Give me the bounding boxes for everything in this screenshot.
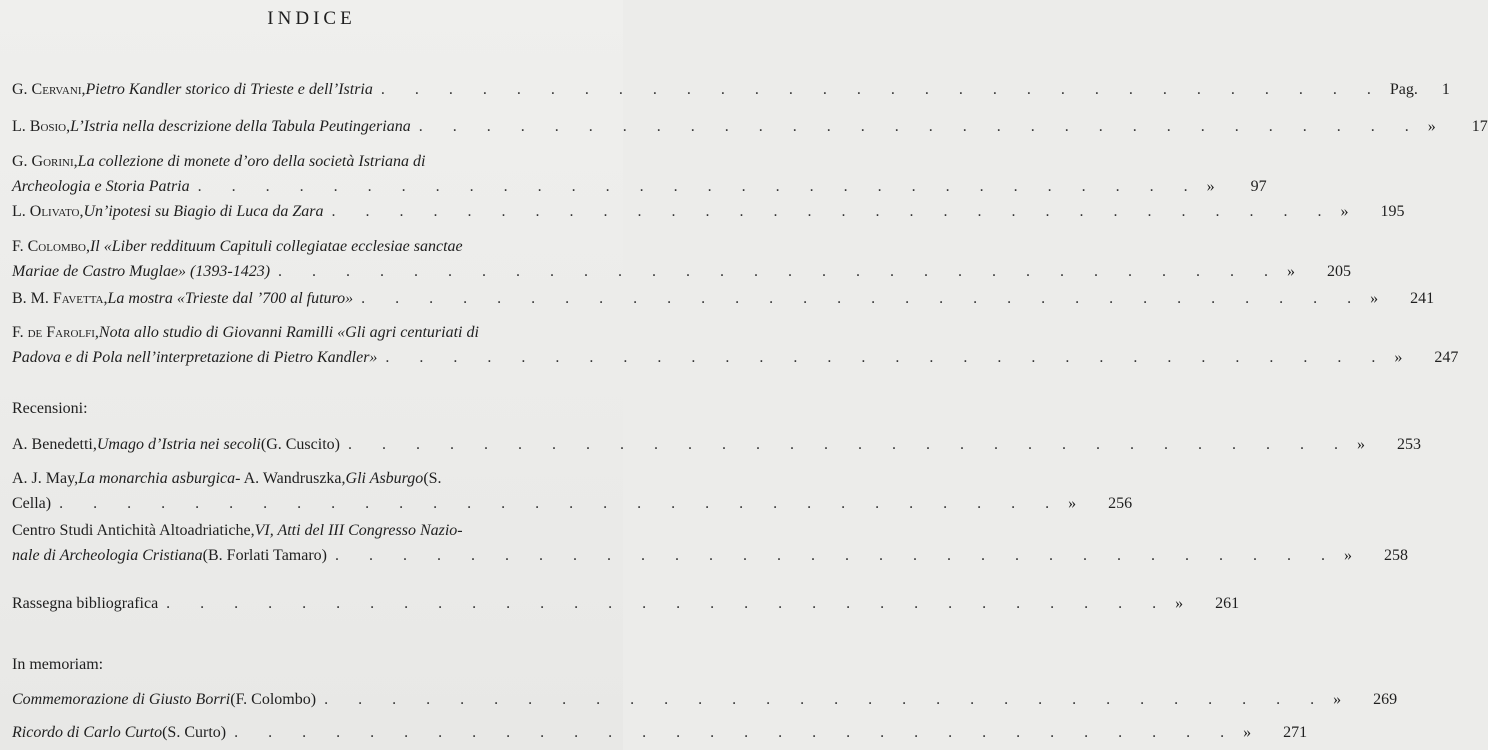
separator: , [81,81,86,98]
entry-title: L’Istria nella descrizione della Tabula Peutingeriana [70,118,411,135]
leader-dots: . . . . . . . . . . . . . . . . . . . . . . . . . . . . . . [361,290,1365,307]
memoriam-title: Commemorazione di Giusto Borri [12,691,231,708]
entry-author: L. Bosio [12,118,67,135]
entry-title: Pietro Kandler storico di Trieste e dell’Istria [85,81,373,98]
leader-dots: . . . . . . . . . . . . . . . . . . . . . . . . . . . . . . [380,81,1384,98]
entry-author: G. Cervani [12,81,82,98]
review-title: La monarchia asburgica [78,470,236,487]
leader-dots: . . . . . . . . . . . . . . . . . . . . . . . . . . . . . . [278,263,1282,280]
recensioni-heading: Recensioni: [12,400,88,417]
page-number: 269 [1373,691,1398,708]
entry-title-cont: Mariae de Castro Muglae» (1393-1423) [12,263,271,280]
page-number: 205 [1327,263,1352,280]
page-number: 1 [1441,81,1450,98]
leader-dots: . . . . . . . . . . . . . . . . . . . . . . . . . . . . . . [418,118,1422,135]
toc-entry-colombo[interactable] [12,234,1352,284]
page-number: 97 [1250,178,1267,195]
page-prefix: » [1287,263,1296,280]
separator: , [79,203,84,220]
leader-dots: . . . . . . . . . . . . . . . . . . . . . . . . . . . . . . [197,178,1201,195]
page-number: 247 [1434,349,1459,366]
separator: , [94,324,99,341]
entry-title: La collezione di monete d’oro della società Istriana di [77,153,426,170]
memoriam-author: (F. Colombo) [230,691,317,708]
review-entry-benedetti[interactable] [12,432,1421,457]
page-number: 253 [1396,436,1421,453]
index-title: INDICE [267,8,356,29]
entry-title-cont: Padova e di Pola nell’interpretazione di Pietro Kandler» [12,349,378,366]
entry-title-cont: Archeologia e Storia Patria [12,178,190,195]
page-number: 261 [1215,595,1240,612]
review-entry-may[interactable] [12,466,1133,516]
separator: , [73,153,78,170]
rassegna-label: Rassegna bibliografica [12,595,159,612]
memoriam-entry-borri[interactable] [12,687,1398,712]
page-prefix: » [1340,203,1349,220]
leader-dots: . . . . . . . . . . . . . . . . . . . . . . . . . . . . . . [331,203,1335,220]
page-prefix: Pag. [1389,81,1418,98]
page-prefix: » [1344,547,1353,564]
leader-dots: . . . . . . . . . . . . . . . . . . . . . . . . . . . . . . [166,595,1170,612]
page-prefix: » [1333,691,1342,708]
leader-dots: . . . . . . . . . . . . . . . . . . . . . . . . . . . . . . [324,691,1328,708]
page-number: 195 [1380,203,1405,220]
separator: , [66,118,71,135]
separator: , [85,238,90,255]
review-title-cont: nale di Archeologia Cristiana [12,547,203,564]
leader-dots: . . . . . . . . . . . . . . . . . . . . . . . . . . . . . . [59,495,1063,512]
entry-title: Un’ipotesi su Biagio di Luca da Zara [83,203,324,220]
page-prefix: » [1356,436,1365,453]
review-author: A. J. May, [12,470,79,487]
leader-dots: . . . . . . . . . . . . . . . . . . . . . . . . . . . . . . [335,547,1339,564]
entry-author: B. M. Favetta [12,290,104,307]
leader-dots: . . . . . . . . . . . . . . . . . . . . . . . . . . . . . . [347,436,1351,453]
page-number: 17 [1471,118,1488,135]
toc-entry-bosio[interactable] [12,114,1488,139]
toc-entry-cervani[interactable] [12,77,1450,102]
memoriam-title: Ricordo di Carlo Curto [12,724,163,741]
reviewer-cont: Cella) [12,495,52,512]
reviewer: (B. Forlati Tamaro) [202,547,328,564]
review-title-2: Gli Asburgo [345,470,424,487]
page-number: 271 [1283,724,1308,741]
entry-author: G. Gorini [12,153,74,170]
review-author-2: - A. Wandruszka, [235,470,346,487]
review-title: Umago d’Istria nei secoli [96,436,261,453]
reviewer: (S. [423,470,442,487]
entry-author: F. de Farolfi [12,324,95,341]
page-prefix: » [1243,724,1252,741]
page-number: 241 [1410,290,1435,307]
entry-author: L. Olivato [12,203,80,220]
leader-dots: . . . . . . . . . . . . . . . . . . . . . . . . . . . . . . [385,349,1389,366]
page-prefix: » [1394,349,1403,366]
review-title: VI, Atti del III Congresso Nazio- [254,522,463,539]
reviewer: (G. Cuscito) [260,436,340,453]
toc-entry-gorini[interactable] [12,149,1267,199]
page-number: 256 [1108,495,1133,512]
page-number: 258 [1384,547,1409,564]
toc-entry-favetta[interactable] [12,286,1435,311]
memoriam-entry-curto[interactable] [12,720,1308,745]
toc-entry-de-farolfi[interactable] [12,320,1459,370]
page-prefix: » [1068,495,1077,512]
leader-dots: . . . . . . . . . . . . . . . . . . . . . . . . . . . . . . [234,724,1238,741]
review-author: Centro Studi Antichità Altoadriatiche, [12,522,255,539]
page-prefix: » [1175,595,1184,612]
rassegna-entry[interactable] [12,591,1240,616]
page-prefix: » [1206,178,1215,195]
toc-entry-olivato[interactable] [12,199,1405,224]
memoriam-author: (S. Curto) [162,724,227,741]
page-prefix: » [1427,118,1436,135]
memoriam-heading: In memoriam: [12,656,104,673]
separator: , [103,290,108,307]
review-author: A. Benedetti, [12,436,97,453]
entry-title: Il «Liber reddituum Capituli collegiatae ecclesiae sanctae [89,238,463,255]
entry-author: F. Colombo [12,238,86,255]
entry-title: Nota allo studio di Giovanni Ramilli «Gli agri centuriati di [98,324,479,341]
review-entry-centro-studi[interactable] [12,518,1409,568]
entry-title: La mostra «Trieste dal ’700 al futuro» [107,290,354,307]
page-prefix: » [1370,290,1379,307]
